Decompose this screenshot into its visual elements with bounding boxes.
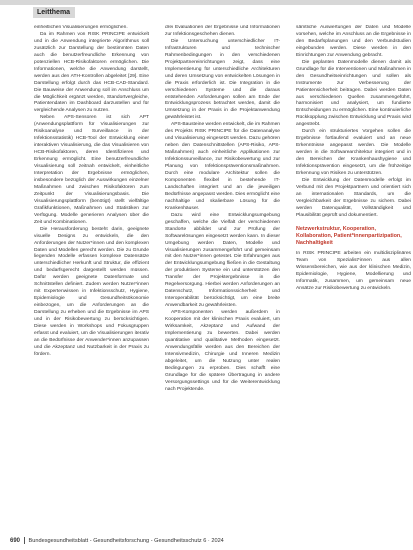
paragraph: einheitlichen Visualisierungen ermöglichen. [34, 25, 128, 30]
paragraph: Dazu wird eine Entwicklungsumgebung geschaffen, welche die Vielfalt der verschiedenen Standorte abbildet und zur Prüfung der Softwarelösungen eingesetzt werden kann. In dieser Umgebung werden Daten, Modelle und Visualisierungen zusammengeführt und gemeinsam mit den Nutzer*innen getestet. Die Erfahrungen aus der Entwicklungsumgebung fließen in die Gestaltung der produktiven Systeme ein und unterstützen den Transfer der Projektergebnisse in die Regelversorgung. Hierbei werden Anforderungen an Datenschutz, Informationssicherheit und Interoperabilität berücksichtigt, um eine breite Anwendbarkeit zu gewährleisten. [165, 212, 280, 309]
paragraph: Neben APS-Sensoren ist sich APT (Anwendungsplattform für Visualisierungen zur Risikoanalyse und Surveillance in der Infektionsstatistik) HCB-Tool der Entwicklung einer interaktiven Visualisierung, die das Visualisieren von HCB-Risikofaktoren, deren Identifizieren und Erkennung ermöglicht. Eine benutzerfreundliche Visualisierung soll zeitnah entwickelt, einheitliche Interpretation der Ergebnisse ermöglichen, insbesondere bezüglich der Auswirkungen einzelner Maßnahmen und zwischen Risikofaktoren zum Zeitpunkt der Visualisierungsbasis. Die Visualisierungsplattform (benötigt) stellt vielfältige Grafikfunktionen, Maßnahmen und Statistiken zur Verfügung. Modelle generieren Analysen über die Zeit und Kombinationen. [34, 115, 149, 225]
page-number: 690 [10, 538, 21, 544]
footer-divider [24, 537, 25, 544]
paragraph: Durch ein strukturiertes Vorgehen sollen die Ergebnisse fortlaufend evaluiert und an neue Erkenntnisse angepasst werden. Die Modelle werden in die Softwarearchitektur integriert und in den Bereichen der Krankenhaushygiene und Infektionsprävention eingesetzt, um die frühzeitige Erkennung von Risiken zu unterstützen. [296, 129, 411, 177]
text-column-3 [296, 25, 411, 530]
top-rule [0, 0, 413, 5]
text-column-1 [34, 25, 149, 530]
paragraph: Die Herausforderung besteht darin, geeignete visuelle Designs zu entwickeln, die den Anforderungen der Nutzer*innen und den komplexen Daten und Modellen gerecht werden. Die zu Grunde liegenden Modelle erfassen komplexe Datensätze unterschiedlicher Herkunft und Struktur, die effizient und bedarfsgerecht dargestellt werden müssen. Dafür werden geeignete Datenformate und Schnittstellen definiert. Zudem werden Nutzer*innen mit Expertenwissen in Infektionsschutz, Hygiene, Epidemiologie und Gesundheitsökonomie einbezogen, um die Anforderungen an die Darstellung zu erheben und die Ergebnisse im APS und in der Risikobewertung zu berücksichtigen. Diese werden in Workshops und Fokusgruppen erfasst und evaluiert, um die Visualisierungen iterativ an die Bedürfnisse der Anwender*innen anzupassen und die Akzeptanz und Nutzbarkeit in der Praxis zu fördern. [34, 226, 149, 357]
paragraph: In RISK PRINCIPE arbeiten ein multidisziplinäres Team von Spezialist*innen aus allen Wissensbereichen, wie aus der klinischen Medizin, Epidemiologie, Hygiene, Modellierung und Informatik, zusammen, um gemeinsam neue Ansätze zur Risikobewertung zu entwickeln. [296, 251, 411, 292]
paragraph: APS-Bausteine werden entwickelt, die im Rahmen des Projekts RISK PRINCIPE für die Datenanalyse und Visualisierung eingesetzt werden. Dazu gehören neben den Datenschnittstellen (APS-Risiko, APS-Maßnahmen) auch einheitliche Applikationen zur Infektionssurveillance, zur Risikobewertung und zur Planung von Infektionspräventionsmaßnahmen. Durch eine modulare Architektur sollen die Komponenten flexibel in bestehende IT-Landschaften integriert und an die jeweiligen Bedürfnisse angepasst werden. Dies ermöglicht eine nachhaltige und skalierbare Lösung für die Krankenhäuser. [165, 122, 280, 211]
paragraph: sämtliche Auswertungen der Daten und Modelle vorsehen, welche im Anschluss an die Ergebnisse in den Bedarfsplanungen und den Verbundstudien eingebunden werden. Diese werden in den Einrichtungen zur Anwendung gebracht. [296, 25, 411, 58]
paragraph: Die geplanten Datenmodelle dienen damit als Grundlage für die Interventionen und Maßnahmen in den Gesundheitseinrichtungen und sollen als Instrumente zur Verbesserung der Patientensicherheit beitragen. Dabei werden Daten aus verschiedenen Quellen zusammengeführt, harmonisiert und analysiert, um fundierte Entscheidungen zu ermöglichen. Eine kontinuierliche Rückkopplung zwischen Entwicklung und Praxis wird angestrebt. [296, 59, 411, 128]
paragraph: APS-Komponenten werden außerdem in Kooperation mit der klinischen Praxis evaluiert, um Wirksamkeit, Akzeptanz und Aufwand der Implementierung zu bewerten. Dabei werden quantitative und qualitative Methoden eingesetzt. Anwendungsfälle werden aus den Bereichen der Intensivmedizin, Chirurgie und Inneren Medizin abgeleitet, um die Nutzung unter realen Bedingungen zu erproben. Dies schafft eine Grundlage für die spätere Übertragung in andere Versorgungssettings und für die Weiterentwicklung nach Projektende. [165, 310, 280, 392]
section-label: Leitthema [33, 7, 75, 18]
text-column-2 [165, 25, 280, 530]
paragraph: Die Untersuchung unterschiedlicher IT-Infrastrukturen und technischer Rahmenbedingungen in den verschiedenen Projektpartnereinrichtungen zeigt, dass eine Implementierung für unterschiedliche Architekturen und deren Umsetzung von entwickelten Lösungen in die Praxis erforderlich ist. Die Integration in die verschiedenen Systeme und die daraus entstehenden Anforderungen sollen am Ende der Entwicklungsprozess betrachtet werden, damit die Umsetzung in der Praxis in die Projektanwendung gewährleistet ist. [165, 38, 280, 121]
paragraph: drei Evaluationen der Ergebnisse und Informationen zur Infektionsgeschehen dienen. [165, 25, 280, 37]
page-footer [10, 537, 400, 546]
paragraph: Da im Rahmen von RISK PRINCIPE entwickelt und in die Anwendung integrierte Algorithmus soll zusätzlich zur Darstellung der bestimmten Daten auch die benutzerfreundliche Erkennung von potenziellen HCB-Risikofaktoren ermöglichen. Die Informationen, welche die Anwendung darstellt, werden aus den ATH-Kontrollen abgeleitet [29]. Eine Darstellung erfolgt durch das HCB-CAD-Standard. Die Bauweise der Anwendung soll im Anschluss um die Möglichkeit ergänzt werden, Standortvergleiche, Patientendaten im Dashboard darzustellen und für vergleichende Analysen zu nutzen. [34, 31, 149, 114]
section-subheading: Netzwerkstruktur, Kooperation, Kollaboration, Patient*innenpartizipation, Nachhaltigkeit [296, 225, 402, 247]
journal-citation: Bundesgesundheitsblatt - Gesundheitsforschung - Gesundheitsschutz 6 · 2024 [28, 538, 224, 544]
paragraph: Die Entwicklung der Datenmodelle erfolgt im Verbund mit den Projektpartnern und orientiert sich an internationalen Standards, um die Vergleichbarkeit der Ergebnisse zu sichern. Dabei werden Datenqualität, Vollständigkeit und Plausibilität geprüft und dokumentiert. [296, 177, 411, 218]
